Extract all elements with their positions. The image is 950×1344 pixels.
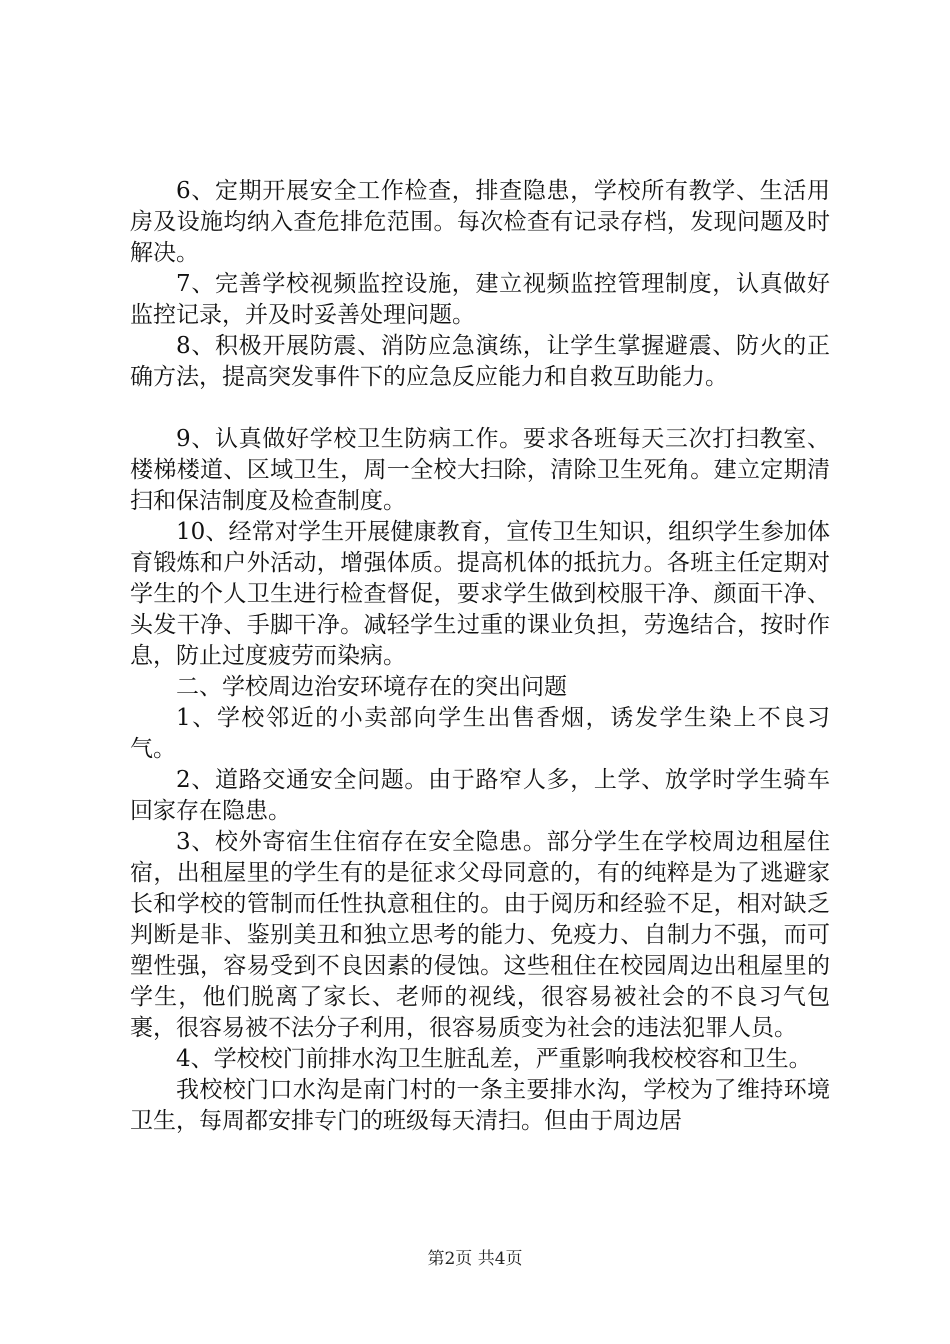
section-heading: 二、学校周边治安环境存在的突出问题 (176, 674, 567, 700)
paragraph-spacer (130, 393, 830, 424)
paragraph-item-10: 10、经常对学生开展健康教育，宣传卫生知识，组织学生参加体育锻炼和户外活动，增强体质。提高机体的抵抗力。各班主任定期对学生的个人卫生进行检查督促，要求学生做到校服干净、颜面干净、头发干净、手脚干净。减轻学生过重的课业负担，劳逸结合，按时作息，防止过度疲劳而染病。 (130, 519, 830, 669)
problem-item-4-detail: 我校校门口水沟是南门村的一条主要排水沟，学校为了维持环境卫生，每周都安排专门的班级每天清扫。但由于周边居 (130, 1077, 830, 1134)
paragraph-item-8: 8、积极开展防震、消防应急演练，让学生掌握避震、防火的正确方法，提高突发事件下的应急反应能力和自救互助能力。 (130, 333, 830, 390)
document-body (130, 176, 830, 1137)
problem-item-1: 1、学校邻近的小卖部向学生出售香烟，诱发学生染上不良习气。 (130, 705, 830, 762)
problem-item-2: 2、道路交通安全问题。由于路窄人多，上学、放学时学生骑车回家存在隐患。 (130, 767, 830, 824)
problem-item-3: 3、校外寄宿生住宿存在安全隐患。部分学生在学校周边租屋住宿，出租屋里的学生有的是征求父母同意的，有的纯粹是为了逃避家长和学校的管制而任性执意租住的。由于阅历和经验不足，相对缺乏判断是非、鉴别美丑和独立思考的能力、免疫力、自制力不强，而可塑性强，容易受到不良因素的侵蚀。这些租住在校园周边出租屋里的学生，他们脱离了家长、老师的视线，很容易被社会的不良习气包裹，很容易被不法分子利用，很容易质变为社会的违法犯罪人员。 (130, 829, 830, 1041)
paragraph-item-6: 6、定期开展安全工作检查，排查隐患，学校所有教学、生活用房及设施均纳入查危排危范围。每次检查有记录存档，发现问题及时解决。 (130, 178, 830, 266)
problem-item-4: 4、学校校门前排水沟卫生脏乱差，严重影响我校校容和卫生。 (176, 1046, 812, 1072)
page-footer: 第2页 共4页 (427, 1249, 523, 1269)
paragraph-item-7: 7、完善学校视频监控设施，建立视频监控管理制度，认真做好监控记录，并及时妥善处理问题。 (130, 271, 830, 328)
paragraph-item-9: 9、认真做好学校卫生防病工作。要求各班每天三次打扫教室、楼梯楼道、区域卫生，周一全校大扫除，清除卫生死角。建立定期清扫和保洁制度及检查制度。 (130, 426, 830, 514)
